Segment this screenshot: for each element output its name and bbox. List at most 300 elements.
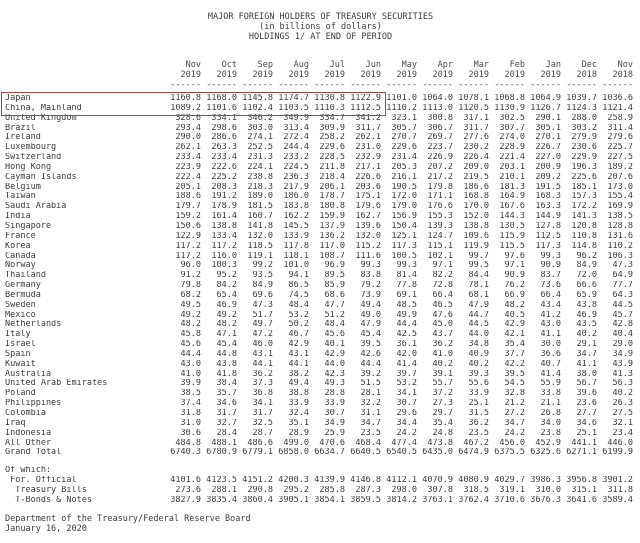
cell-value: 486.6 [247,438,273,448]
cell-value: 25.1 [468,399,489,409]
cell-value: 36.8 [252,389,273,399]
cell-value: 41.1 [540,330,561,340]
cell-value: 31.5 [468,409,489,418]
cell-value: 262.1 [175,143,201,153]
cell-value: 65.4 [216,290,237,300]
cell-value: 209.0 [463,162,489,172]
cell-value: 189.0 [247,192,273,202]
cell-value: 40.1 [324,340,345,350]
cell-value: 229.6 [319,143,345,153]
cell-value: 225.2 [211,172,237,182]
cell-value: 307.7 [499,123,525,133]
cell-value: 120.8 [571,221,597,231]
cell-value: 26.3 [612,399,633,409]
cell-value: 190.5 [391,182,417,192]
table-row [3,340,638,350]
row-label: Australia [5,369,52,379]
cell-value: 90.9 [540,261,561,271]
cell-value: 128.8 [607,221,633,231]
cell-value: 76.2 [504,281,525,291]
cell-value: 49.4 [288,379,309,389]
cell-value: 286.6 [211,133,237,143]
cell-value: 180.8 [319,202,345,212]
cell-value: 32.8 [504,389,525,399]
cell-value: 209.2 [535,172,561,182]
cell-value: 41.2 [540,310,561,320]
table-row [3,143,638,153]
cell-value: 96.9 [324,261,345,271]
table-row [3,311,638,321]
cell-value: 270.1 [535,133,561,143]
column-underline: ------ [386,80,417,90]
row-label: Italy [5,330,31,340]
cell-value: 116.0 [211,251,237,261]
cell-value: 298.6 [211,123,237,133]
cell-value: 34.7 [504,418,525,428]
cell-value: 186.6 [463,182,489,192]
cell-value: 222.4 [175,172,201,182]
column-year: 2019 [180,70,201,80]
cell-value: 77.7 [612,281,633,291]
cell-value: 6634.7 [314,448,345,458]
cell-value: 238.8 [247,172,273,182]
cell-value: 1160.8 [170,94,201,103]
cell-value: 37.7 [504,349,525,359]
cell-value: 79.8 [180,281,201,291]
cell-value: 1068.8 [494,94,525,103]
row-label: Netherlands [5,320,62,330]
cell-value: 309.9 [319,123,345,133]
cell-value: 24.2 [396,428,417,438]
cell-value: 122.9 [175,231,201,241]
cell-value: 48.2 [504,300,525,310]
cell-value: 229.6 [391,143,417,153]
row-label: Israel [5,340,36,350]
cell-value: 3859.5 [350,495,381,505]
cell-value: 207.6 [607,172,633,182]
cell-value: 119.9 [463,241,489,251]
cell-value: 181.5 [247,202,273,212]
cell-value: 47.3 [612,261,633,271]
cell-value: 53.2 [288,310,309,320]
cell-value: 179.0 [391,202,417,212]
cell-value: 446.0 [607,438,633,448]
cell-value: 32.1 [612,418,633,428]
cell-value: 84.2 [216,281,237,291]
cell-value: 34.4 [396,418,417,428]
cell-value: 79.2 [360,281,381,291]
cell-value: 127.8 [535,221,561,231]
cell-value: 3762.4 [458,495,489,505]
cell-value: 6271.1 [566,448,597,458]
column-month: Jun [365,60,381,70]
cell-value: 205.3 [391,162,417,172]
cell-value: 40.4 [612,330,633,340]
cell-value: 228.5 [319,153,345,163]
cell-value: 188.6 [175,192,201,202]
cell-value: 6199.9 [602,448,633,458]
cell-value: 56.3 [612,379,633,389]
report-title: MAJOR FOREIGN HOLDERS OF TREASURY SECURITIES [207,12,434,22]
column-month: Nov [185,60,201,70]
cell-value: 181.3 [499,182,525,192]
cell-value: 305.1 [535,123,561,133]
cell-value: 323.1 [391,113,417,123]
cell-value: 44.4 [360,359,381,369]
cell-value: 33.9 [288,399,309,409]
cell-value: 272.4 [283,133,309,143]
cell-value: 51.7 [252,310,273,320]
cell-value: 277.6 [463,133,489,143]
cell-value: 302.5 [499,113,525,123]
cell-value: 48.2 [180,320,201,330]
table-row [3,222,638,232]
cell-value: 99.5 [468,261,489,271]
row-label: Korea [5,241,31,251]
cell-value: 56.7 [576,379,597,389]
cell-value: 43.5 [576,320,597,330]
cell-value: 44.8 [216,349,237,359]
table-row [3,163,638,173]
cell-value: 41.0 [432,349,453,359]
cell-value: 224.5 [283,162,309,172]
cell-value: 1113.0 [422,103,453,113]
table-row [3,429,638,439]
row-label: Norway [5,261,36,271]
cell-value: 36.2 [468,418,489,428]
table-row [3,389,638,399]
cell-value: 45.4 [216,340,237,350]
cell-value: 42.2 [504,359,525,369]
cell-value: 39.2 [360,369,381,379]
cell-value: 37.4 [180,399,201,409]
row-label: Colombia [5,409,46,418]
cell-value: 41.3 [612,369,633,379]
cell-value: 34.9 [612,349,633,359]
column-underline: ------ [314,80,345,90]
cell-value: 279.6 [607,133,633,143]
header-spacer [3,70,165,80]
cell-value: 6474.9 [458,448,489,458]
cell-value: 46.5 [432,300,453,310]
cell-value: 210.1 [499,172,525,182]
cell-value: 117.2 [175,241,201,251]
cell-value: 288.1 [211,485,237,495]
cell-value: 97.6 [504,251,525,261]
cell-value: 99.3 [396,261,417,271]
cell-value: 23.4 [612,428,633,438]
table-row [3,448,638,458]
cell-value: 48.2 [216,320,237,330]
cell-value: 43.1 [288,349,309,359]
row-label: Canada [5,251,36,261]
cell-value: 4139.9 [314,476,345,486]
cell-value: 23.5 [468,428,489,438]
cell-value: 133.4 [211,231,237,241]
cell-value: 32.4 [288,409,309,418]
cell-value: 35.4 [432,418,453,428]
cell-value: 218.3 [247,182,273,192]
column-underline: ------ [206,80,237,90]
cell-value: 233.4 [175,153,201,163]
cell-value: 55.6 [468,379,489,389]
row-label: Treasury Bills [5,485,87,495]
cell-value: 136.2 [319,231,345,241]
cell-value: 288.0 [571,113,597,123]
cell-value: 203.6 [355,182,381,192]
cell-value: 218.4 [319,172,345,182]
cell-value: 99.3 [540,251,561,261]
cell-value: 274.0 [499,133,525,143]
cell-value: 69.6 [252,290,273,300]
cell-value: 186.0 [283,192,309,202]
cell-value: 100.5 [391,251,417,261]
cell-value: 100.3 [211,261,237,271]
cell-value: 110.8 [571,231,597,241]
cell-value: 456.0 [499,438,525,448]
cell-value: 162.2 [283,212,309,222]
cell-value: 6435.0 [422,448,453,458]
table-row [3,409,638,419]
cell-value: 144.9 [535,212,561,222]
cell-value: 155.3 [427,212,453,222]
table-row [3,261,638,271]
cell-value: 49.4 [360,300,381,310]
cell-value: 131.6 [607,231,633,241]
table-row [3,114,638,124]
cell-value: 157.3 [571,192,597,202]
cell-value: 117.3 [535,241,561,251]
cell-value: 150.6 [175,221,201,231]
cell-value: 172.2 [571,202,597,212]
column-month: Mar [473,60,489,70]
row-label: Brazil [5,123,36,133]
cell-value: 47.3 [252,300,273,310]
cell-value: 4146.8 [350,476,381,486]
cell-value: 3827.9 [170,495,201,505]
report-title-block [3,12,638,42]
cell-value: 42.6 [360,349,381,359]
cell-value: 285.8 [319,485,345,495]
cell-value: 99.2 [252,261,273,271]
cell-value: 318.5 [463,485,489,495]
cell-value: 91.2 [180,271,201,281]
column-month: Sep [257,60,273,70]
cell-value: 30.0 [540,340,561,350]
cell-value: 34.1 [396,389,417,399]
cell-value: 118.1 [283,251,309,261]
cell-value: 176.6 [427,202,453,212]
cell-value: 35.1 [288,418,309,428]
column-month: Nov [617,60,633,70]
cell-value: 303.0 [247,123,273,133]
row-label: United Arab Emirates [5,379,108,389]
cell-value: 185.1 [571,182,597,192]
cell-value: 1124.3 [566,103,597,113]
cell-value: 54.5 [504,379,525,389]
cell-value: 37.2 [432,389,453,399]
cell-value: 68.2 [180,290,201,300]
cell-value: 290.0 [175,133,201,143]
cell-value: 44.4 [396,320,417,330]
column-month: Jul [329,60,345,70]
cell-value: 28.4 [216,428,237,438]
cell-value: 43.1 [252,349,273,359]
header-spacer [3,60,165,70]
cell-value: 167.6 [499,202,525,212]
table-row [3,173,638,183]
cell-value: 117.0 [319,241,345,251]
cell-value: 226.9 [427,153,453,163]
cell-value: 96.0 [180,261,201,271]
cell-value: 232.9 [355,153,381,163]
cell-value: 43.0 [540,320,561,330]
row-label: Switzerland [5,153,62,163]
cell-value: 178.7 [319,192,345,202]
report-footer [3,514,638,534]
of-which-rows [3,476,638,506]
cell-value: 152.0 [463,212,489,222]
cell-value: 49.9 [396,310,417,320]
table-row [3,291,638,301]
column-underline: ------ [566,80,597,90]
cell-value: 38.4 [216,379,237,389]
cell-value: 1174.7 [278,94,309,103]
cell-value: 34.7 [576,349,597,359]
cell-value: 6640.5 [350,448,381,458]
cell-value: 46.9 [576,310,597,320]
cell-value: 44.7 [468,310,489,320]
table-row [3,439,638,449]
cell-value: 46.0 [252,340,273,350]
cell-value: 30.7 [396,399,417,409]
cell-value: 115.5 [499,241,525,251]
cell-value: 46.7 [288,330,309,340]
cell-value: 317.1 [463,113,489,123]
cell-value: 37.3 [252,379,273,389]
row-label: T-Bonds & Notes [5,495,92,505]
cell-value: 1064.0 [422,94,453,103]
cell-value: 1101.0 [386,94,417,103]
row-label: Grand Total [5,448,62,458]
column-year: 2019 [288,70,309,80]
cell-value: 159.2 [175,212,201,222]
cell-value: 3589.4 [602,495,633,505]
cell-value: 231.4 [391,153,417,163]
cell-value: 233.4 [211,153,237,163]
cell-value: 313.4 [283,123,309,133]
cell-value: 1103.5 [278,103,309,113]
cell-value: 49.7 [252,320,273,330]
row-label: Germany [5,281,41,291]
column-month: Apr [437,60,453,70]
cell-value: 33.8 [540,389,561,399]
cell-value: 49.5 [180,300,201,310]
row-label: Taiwan [5,192,36,202]
cell-value: 74.5 [288,290,309,300]
cell-value: 39.9 [180,379,201,389]
column-month: Oct [221,60,237,70]
cell-value: 21.1 [540,399,561,409]
cell-value: 117.8 [283,241,309,251]
cell-value: 42.1 [504,330,525,340]
table-row [3,124,638,134]
cell-value: 34.7 [360,418,381,428]
cell-value: 38.8 [288,389,309,399]
cell-value: 72.8 [432,281,453,291]
table-row [3,183,638,193]
cell-value: 3901.2 [602,476,633,486]
cell-value: 41.4 [396,359,417,369]
cell-value: 206.1 [319,182,345,192]
cell-value: 55.7 [432,379,453,389]
cell-value: 224.1 [247,162,273,172]
cell-value: 252.5 [247,143,273,153]
cell-value: 31.7 [216,409,237,418]
cell-value: 38.0 [576,369,597,379]
cell-value: 1110.3 [314,103,345,113]
cell-value: 233.2 [283,153,309,163]
cell-value: 109.6 [463,231,489,241]
row-label: Mexico [5,310,36,320]
cell-value: 39.5 [504,369,525,379]
cell-value: 53.2 [396,379,417,389]
cell-value: 45.8 [180,330,201,340]
cell-value: 1089.2 [170,103,201,113]
cell-value: 89.5 [324,271,345,281]
cell-value: 31.1 [360,409,381,418]
cell-value: 191.5 [535,182,561,192]
cell-value: 334.1 [211,113,237,123]
cell-value: 3763.1 [422,495,453,505]
row-label: Japan [5,94,31,103]
cell-value: 83.7 [540,271,561,281]
cell-value: 117.3 [391,241,417,251]
table-row [3,192,638,202]
cell-value: 306.7 [427,123,453,133]
cell-value: 4151.2 [242,476,273,486]
cell-value: 82.2 [432,271,453,281]
cell-value: 47.9 [360,320,381,330]
cell-value: 119.1 [247,251,273,261]
cell-value: 23.6 [576,399,597,409]
cell-value: 189.2 [607,162,633,172]
cell-value: 117.2 [175,251,201,261]
cell-value: 47.9 [468,300,489,310]
column-underline: ------ [422,80,453,90]
cell-value: 42.9 [288,340,309,350]
cell-value: 227.5 [607,153,633,163]
cell-value: 298.0 [391,485,417,495]
cell-value: 26.8 [540,409,561,418]
cell-value: 50.2 [288,320,309,330]
cell-value: 51.2 [324,310,345,320]
cell-value: 23.8 [540,428,561,438]
cell-value: 159.9 [319,212,345,222]
column-year: 2019 [360,70,381,80]
cell-value: 139.6 [355,221,381,231]
row-label: Iraq [5,418,26,428]
cell-value: 44.0 [324,359,345,369]
cell-value: 279.9 [571,133,597,143]
row-label: United Kingdom [5,113,77,123]
cell-value: 171.1 [427,192,453,202]
cell-value: 217.9 [283,182,309,192]
cell-value: 115.9 [499,231,525,241]
cell-value: 33.9 [324,399,345,409]
cell-value: 3905.1 [278,495,309,505]
cell-value: 305.7 [391,123,417,133]
